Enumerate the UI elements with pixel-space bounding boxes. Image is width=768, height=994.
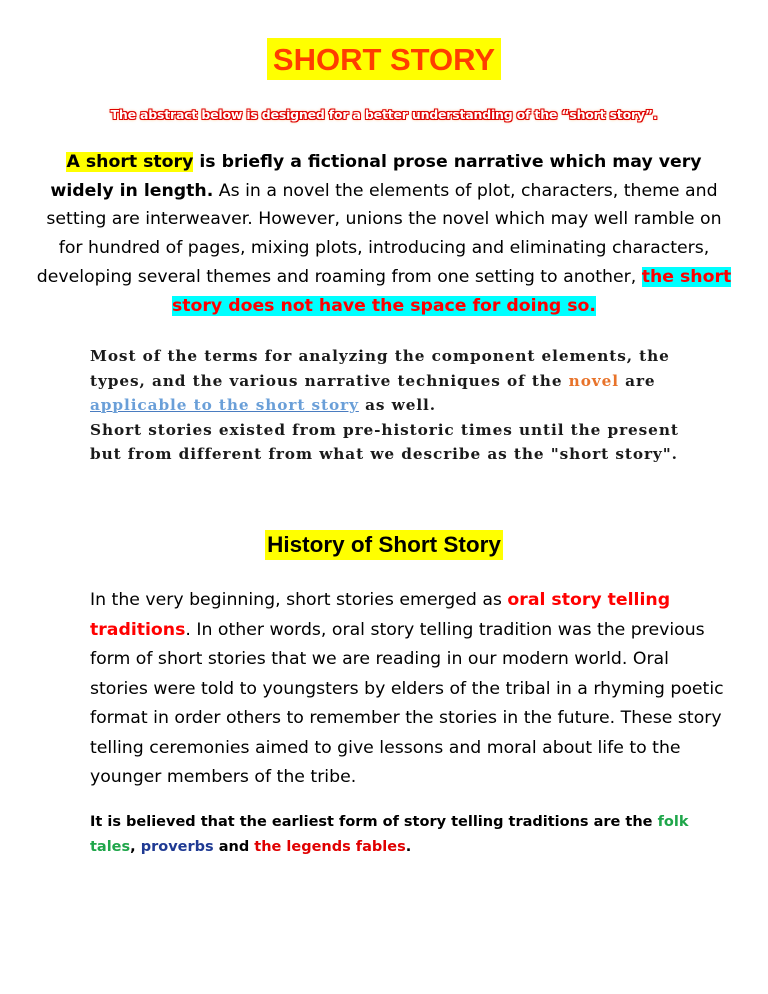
history-heading: History of Short Story (265, 530, 503, 560)
applicable-phrase: applicable to the short story (90, 396, 359, 414)
intro-paragraph (36, 148, 732, 320)
intro-term: A short story (66, 152, 194, 172)
terms-line-2: Short stories existed from pre-historic times until the present but from different from what we describe as the "short story". (90, 420, 679, 463)
intro-highlight: the short story does not have the space for doing so. (171, 266, 732, 316)
belief-and: and (213, 839, 255, 855)
history-paragraph (90, 586, 730, 793)
legends-phrase: the legends fables (254, 839, 406, 855)
terms-paragraph (90, 344, 710, 467)
novel-word: novel (568, 371, 619, 390)
folk-tales-word: folk tales (90, 814, 689, 855)
page-subtitle: The abstract below is designed for a better understanding of the “short story”. (110, 107, 658, 122)
history-lead: In the very beginning, short stories emerged as (90, 590, 508, 610)
terms-as-well: as well. (358, 396, 436, 414)
oral-tradition-phrase: oral story telling traditions (90, 590, 671, 640)
belief-paragraph (90, 810, 730, 860)
intro-body: As in a novel the elements of plot, characters, theme and setting are interweaver. However, unions the novel which may well ramble on for hundred of pages, mixing plots, introducing and eliminating characters, developing several themes and roaming from one setting to another, (36, 180, 722, 287)
history-rest: . In other words, oral story telling tradition was the previous form of short stories that we are reading in our modern world. Oral stories were told to youngsters by elders of the tribal in a rhyming poetic format in order others to remember the stories in the future. These story telling ceremonies aimed to give lessons and moral about life to the younger members of the tribe. (90, 619, 724, 787)
subtitle-container (0, 104, 768, 123)
history-heading-container (0, 530, 768, 560)
proverbs-word: proverbs (140, 839, 214, 855)
intro-definition: is briefly a fictional prose narrative which may very widely in length. (50, 152, 702, 201)
title-container (0, 38, 768, 80)
belief-period: . (405, 839, 412, 855)
terms-line-1 (90, 344, 710, 418)
terms-are: are (618, 371, 656, 390)
page-title: SHORT STORY (267, 38, 501, 80)
belief-lead: It is believed that the earliest form of story telling traditions are the (90, 814, 658, 830)
terms-part1: Most of the terms for analyzing the component elements, the types, and the various narrative techniques of the (90, 347, 670, 390)
belief-comma: , (130, 839, 141, 855)
